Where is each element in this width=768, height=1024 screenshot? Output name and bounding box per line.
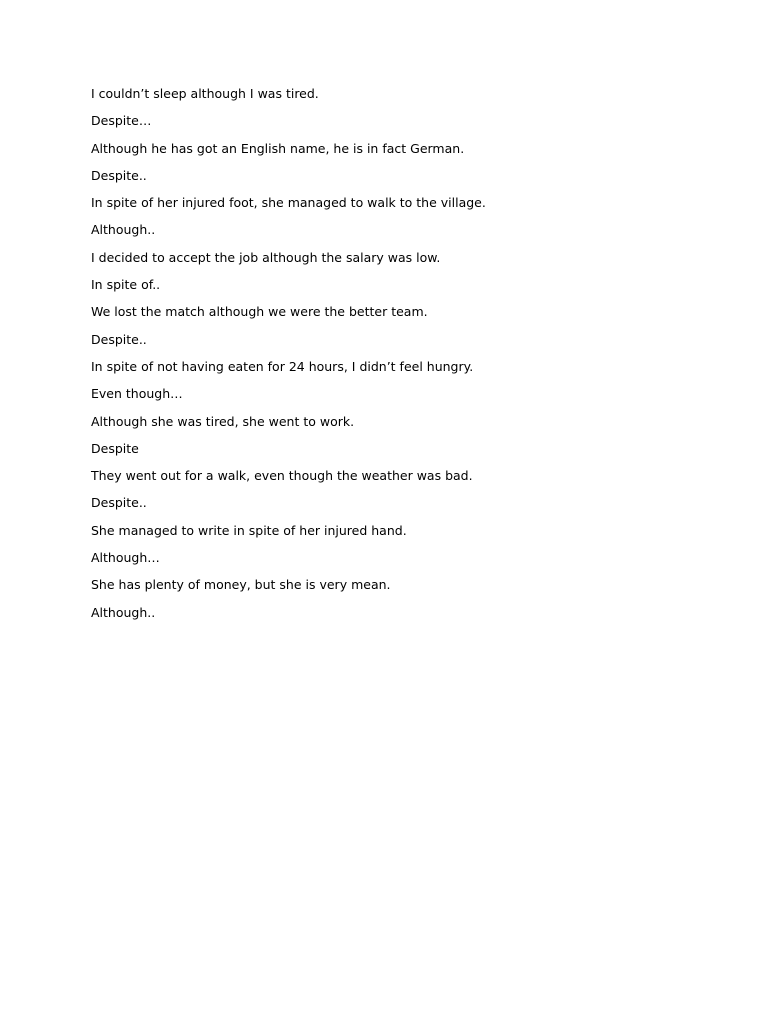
paragraph: Although.. <box>91 604 156 620</box>
paragraph: We lost the match although we were the better team. <box>91 304 428 320</box>
paragraph: Although she was tired, she went to work. <box>91 413 355 429</box>
paragraph: Despite <box>91 440 139 456</box>
paragraph: In spite of her injured foot, she managed to walk to the village. <box>91 195 486 211</box>
paragraph: Although… <box>91 550 160 566</box>
paragraph: Despite… <box>91 113 152 129</box>
paragraph: They went out for a walk, even though the weather was bad. <box>91 468 473 484</box>
document-body <box>91 85 691 631</box>
paragraph: Even though… <box>91 386 183 402</box>
paragraph: In spite of not having eaten for 24 hours, I didn’t feel hungry. <box>91 358 474 374</box>
paragraph: Despite.. <box>91 331 147 347</box>
paragraph: In spite of.. <box>91 277 161 293</box>
paragraph: She has plenty of money, but she is very mean. <box>91 577 391 593</box>
paragraph: Although.. <box>91 222 156 238</box>
paragraph: She managed to write in spite of her injured hand. <box>91 522 407 538</box>
paragraph: Despite.. <box>91 495 147 511</box>
paragraph: I couldn’t sleep although I was tired. <box>91 86 319 101</box>
paragraph: Although he has got an English name, he is in fact German. <box>91 140 465 156</box>
paragraph: I decided to accept the job although the salary was low. <box>91 249 441 265</box>
paragraph: Despite.. <box>91 167 147 183</box>
